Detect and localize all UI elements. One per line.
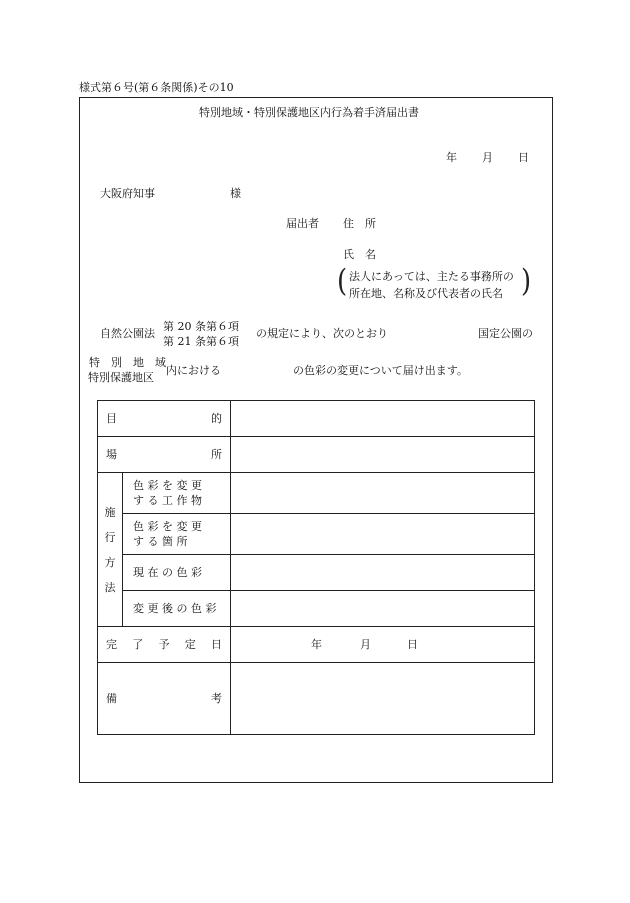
completion-char-5: 日 — [211, 638, 222, 651]
row-new-color — [98, 591, 535, 627]
addressee-name: 大阪府知事 — [100, 187, 155, 200]
date-month: 月 — [482, 151, 493, 164]
completion-day: 日 — [407, 638, 418, 651]
completion-char-1: 完 — [106, 638, 117, 651]
current-color-label: 現 在 の 色 彩 — [123, 555, 231, 591]
method-char-1: 施 — [104, 505, 116, 519]
applicant-note-line2: 所在地、名称及び代表者の氏名 — [349, 287, 503, 300]
method-char-2: 行 — [104, 530, 116, 544]
remarks-field[interactable] — [231, 663, 535, 735]
new-color-field[interactable] — [231, 591, 535, 627]
statement-law: 自然公園法 — [100, 327, 155, 340]
remarks-char-1: 備 — [106, 692, 117, 705]
new-color-label: 変 更 後 の 色 彩 — [123, 591, 231, 627]
statement-clause1: 第 20 条第６項 — [163, 320, 239, 333]
completion-char-4: 定 — [184, 638, 196, 651]
addressee-honorific: 様 — [230, 187, 241, 200]
target-structure-field[interactable] — [231, 473, 535, 514]
form-title: 特別地域・特別保護地区内行為着手済届出書 — [199, 106, 419, 119]
applicant-note-line1: 法人にあっては、主たる事務所の — [349, 270, 514, 283]
row-purpose — [98, 401, 535, 437]
details-table — [97, 400, 535, 735]
place-char-1: 場 — [106, 448, 117, 461]
purpose-char-2: 的 — [211, 412, 222, 425]
method-label — [98, 473, 123, 627]
completion-month: 月 — [360, 638, 371, 651]
purpose-label — [98, 401, 231, 437]
statement-middle: の規定により、次のとおり — [256, 327, 388, 340]
row-place — [98, 437, 535, 473]
completion-year: 年 — [311, 638, 322, 651]
statement-ending: の色彩の変更について届け出ます。 — [293, 364, 468, 377]
row-completion — [98, 627, 535, 663]
place-char-2: 所 — [211, 448, 222, 461]
place-label — [98, 437, 231, 473]
row-target-structure — [98, 473, 535, 514]
purpose-field[interactable] — [231, 401, 535, 437]
row-target-part — [98, 514, 535, 555]
statement-park: 国定公園の — [478, 327, 533, 340]
statement-zone1: 特 別 地 域 — [89, 356, 166, 369]
remarks-char-2: 考 — [211, 692, 222, 705]
note-open-brace: ( — [337, 263, 348, 300]
completion-char-2: 了 — [132, 638, 144, 651]
completion-label — [98, 627, 231, 663]
remarks-label — [98, 663, 231, 735]
target-part-line2: す る 箇 所 — [133, 535, 188, 548]
row-current-color — [98, 555, 535, 591]
applicant-address-label: 住 所 — [343, 217, 376, 230]
statement-zone2: 特別保護地区 — [88, 371, 154, 384]
applicant-name-label: 氏 名 — [343, 248, 376, 261]
current-color-field[interactable] — [231, 555, 535, 591]
row-remarks — [98, 663, 535, 735]
target-structure-line1: 色 彩 を 変 更 — [133, 479, 202, 492]
note-close-brace: ) — [521, 263, 532, 300]
date-year: 年 — [446, 151, 457, 164]
date-day: 日 — [518, 151, 529, 164]
purpose-char-1: 目 — [106, 412, 117, 425]
target-part-field[interactable] — [231, 514, 535, 555]
method-char-4: 法 — [104, 580, 116, 594]
target-part-label — [123, 514, 231, 555]
place-field[interactable] — [231, 437, 535, 473]
statement-within: 内における — [166, 364, 221, 377]
target-structure-label — [123, 473, 231, 514]
form-number: 様式第６号(第６条関係)その10 — [79, 81, 234, 94]
completion-date-field[interactable] — [231, 627, 535, 663]
method-char-3: 方 — [104, 555, 116, 569]
applicant-label: 届出者 — [286, 217, 319, 230]
completion-char-3: 予 — [158, 638, 170, 651]
statement-clause2: 第 21 条第６項 — [163, 335, 239, 348]
target-structure-line2: す る 工 作 物 — [133, 494, 202, 507]
target-part-line1: 色 彩 を 変 更 — [133, 520, 202, 533]
